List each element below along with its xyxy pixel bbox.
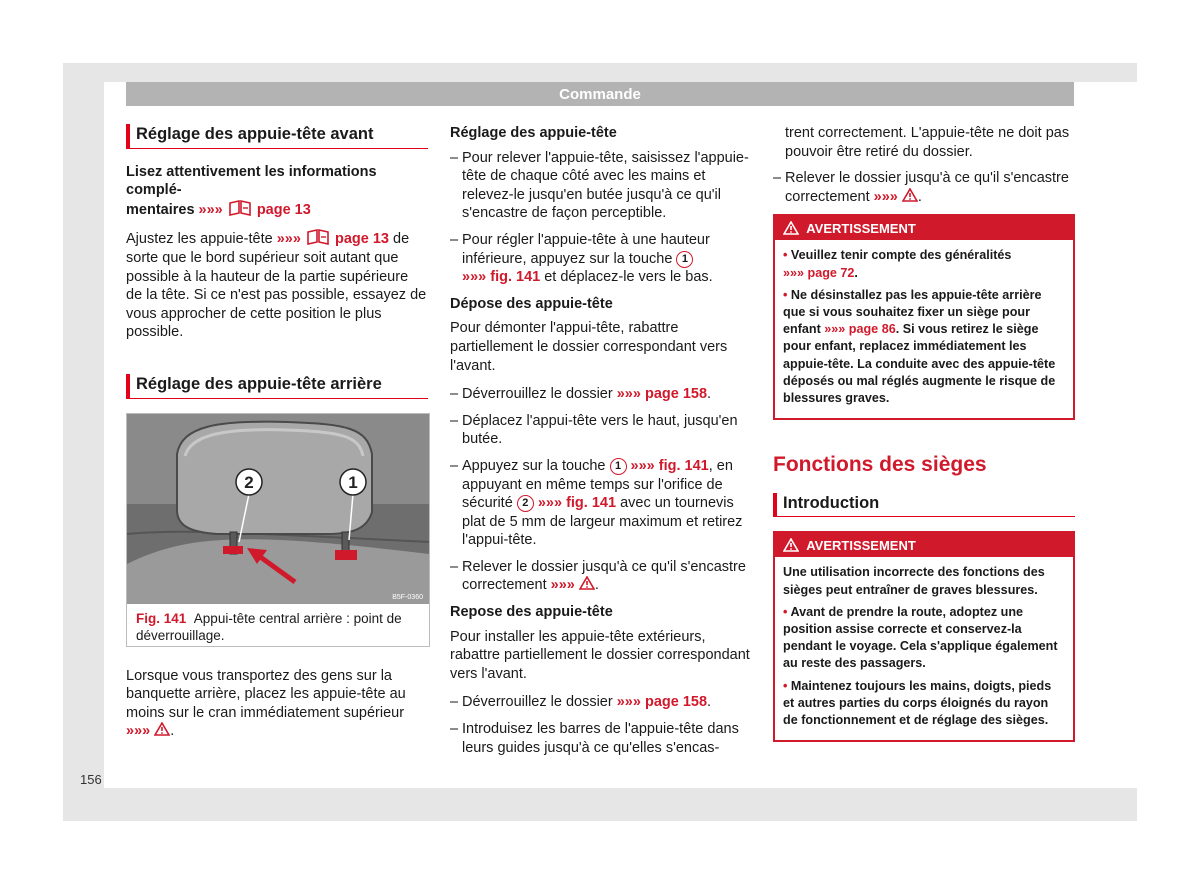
book-reference-icon [305, 229, 331, 245]
column-1 [126, 124, 428, 751]
list-item: – Relever le dossier jusqu'à ce qu'il s'encastre correctement »»» . [773, 169, 1075, 206]
list-item: – Appuyez sur la touche 1 »»» fig. 141, en appuyant en même temps sur l'orifice de sécurité 2 »»» fig. 141 avec un tournevis plat de 5 mm de largeur maximum et retirez l'appui-tête. [450, 457, 752, 550]
button-1-marker: 1 [676, 251, 693, 268]
heading-removal: Dépose des appuie-tête [450, 295, 613, 312]
figure-caption: Fig. 141 Appui-tête central arrière : point de déverrouillage. [136, 610, 402, 643]
list-item: – Déplacez l'appui-tête vers le haut, jusqu'en butée. [450, 412, 752, 449]
adjust-list [450, 149, 752, 287]
warning-triangle-icon [902, 188, 918, 202]
page-number: 156 [80, 772, 102, 787]
column-2 [450, 124, 752, 765]
lead-paragraph: Lisez attentivement les informations complé- mentaires »»» page 13 [126, 163, 377, 218]
warning-bullet: • Ne désinstallez pas les appuie-tête arrière que si vous souhaitez fixer un siège pour enfant »»» page 86. Si vous retirez le siège pour enfant, replacez immédiatement les appuie-tête. La conduite avec des appuie-tête déposés ou mal réglés augmente le risque de blessures graves. [783, 287, 1056, 405]
install-paragraph: Pour installer les appuie-tête extérieurs, rabattre partiellement le dossier correspondant vers l'avant. [450, 628, 750, 682]
warning-header: AVERTISSEMENT [775, 216, 1073, 240]
list-item: – Pour régler l'appuie-tête à une hauteur inférieure, appuyez sur la touche 1 »»» fig. 141 et déplacez-le vers le bas. [450, 231, 752, 287]
warning-triangle-icon [154, 722, 170, 736]
page-13-link[interactable]: »»» page 13 [276, 231, 389, 248]
removal-paragraph: Pour démonter l'appui-tête, rabattre partiellement le dossier correspondant vers l'avant. [450, 320, 728, 374]
heading-install: Repose des appuie-tête [450, 604, 613, 621]
heading-introduction: Introduction [773, 493, 1075, 518]
warning-box-seats [773, 531, 1075, 742]
front-adjust-paragraph: Ajustez les appuie-tête »»» page 13 de sorte que le bord supérieur soit autant que possible à la hauteur de la partie supérieure de la tête. Si ce n'est pas possible, essayez de vous approcher de cette position le plus possible. [126, 231, 427, 341]
heading-rear-headrests: Réglage des appuie-tête arrière [126, 374, 428, 399]
list-item: – Déverrouillez le dossier »»» page 158. [450, 385, 752, 404]
list-item: – Pour relever l'appuie-tête, saisissez l'appuie-tête de chaque côté avec les mains et relevez-le jusqu'en butée jusqu'à ce qu'il s'encastre de façon perceptible. [450, 149, 752, 223]
figure-label-1: 1 [348, 472, 358, 492]
warning-intro: Une utilisation incorrecte des fonctions des sièges peut entraîner de graves blessures. [783, 565, 1045, 597]
figure-label-2: 2 [244, 472, 254, 492]
list-item: – Déverrouillez le dossier »»» page 158. [450, 693, 752, 712]
continued-text: trent correctement. L'appuie-tête ne doit pas pouvoir être retiré du dossier. [785, 125, 1070, 160]
warning-box-headrests [773, 214, 1075, 420]
warning-triangle-icon [579, 576, 595, 590]
figure-code: B5F-0360 [392, 593, 423, 601]
warning-header: AVERTISSEMENT [775, 533, 1073, 557]
column-3 [773, 124, 1075, 750]
removal-list [450, 385, 752, 595]
install-list-continued [773, 169, 1075, 206]
headrest-illustration [127, 414, 429, 604]
warning-bullet: • Maintenez toujours les mains, doigts, pieds et autres parties du corps éloignés du rayon de fonctionnement et de réglage des sièges. [783, 678, 1052, 728]
figure-141 [126, 413, 430, 647]
warning-bullet: • Veuillez tenir compte des généralités »»» page 72. [783, 248, 1012, 280]
list-item: – Introduisez les barres de l'appuie-tête dans leurs guides jusqu'à ce qu'elles s'encas- [450, 720, 752, 757]
warning-triangle-icon [783, 221, 799, 235]
section-header: Commande [126, 82, 1074, 106]
install-list [450, 693, 752, 757]
heading-front-headrests: Réglage des appuie-tête avant [126, 124, 428, 149]
book-reference-icon [227, 200, 253, 216]
warning-bullet: • Avant de prendre la route, adoptez une position assise correcte et conservez-la pendant le voyage. Cela s'applique également au reste des passagers. [783, 604, 1058, 671]
heading-adjust: Réglage des appuie-tête [450, 125, 617, 141]
lead-link[interactable]: »»» page 13 [198, 201, 311, 218]
rear-paragraph: Lorsque vous transportez des gens sur la banquette arrière, placez les appuie-tête au moins sur le cran immédiatement supérieur »»» . [126, 667, 406, 740]
heading-seat-functions: Fonctions des sièges [773, 453, 987, 477]
list-item: – Relever le dossier jusqu'à ce qu'il s'encastre correctement »»» . [450, 558, 752, 595]
warning-triangle-icon [783, 538, 799, 552]
